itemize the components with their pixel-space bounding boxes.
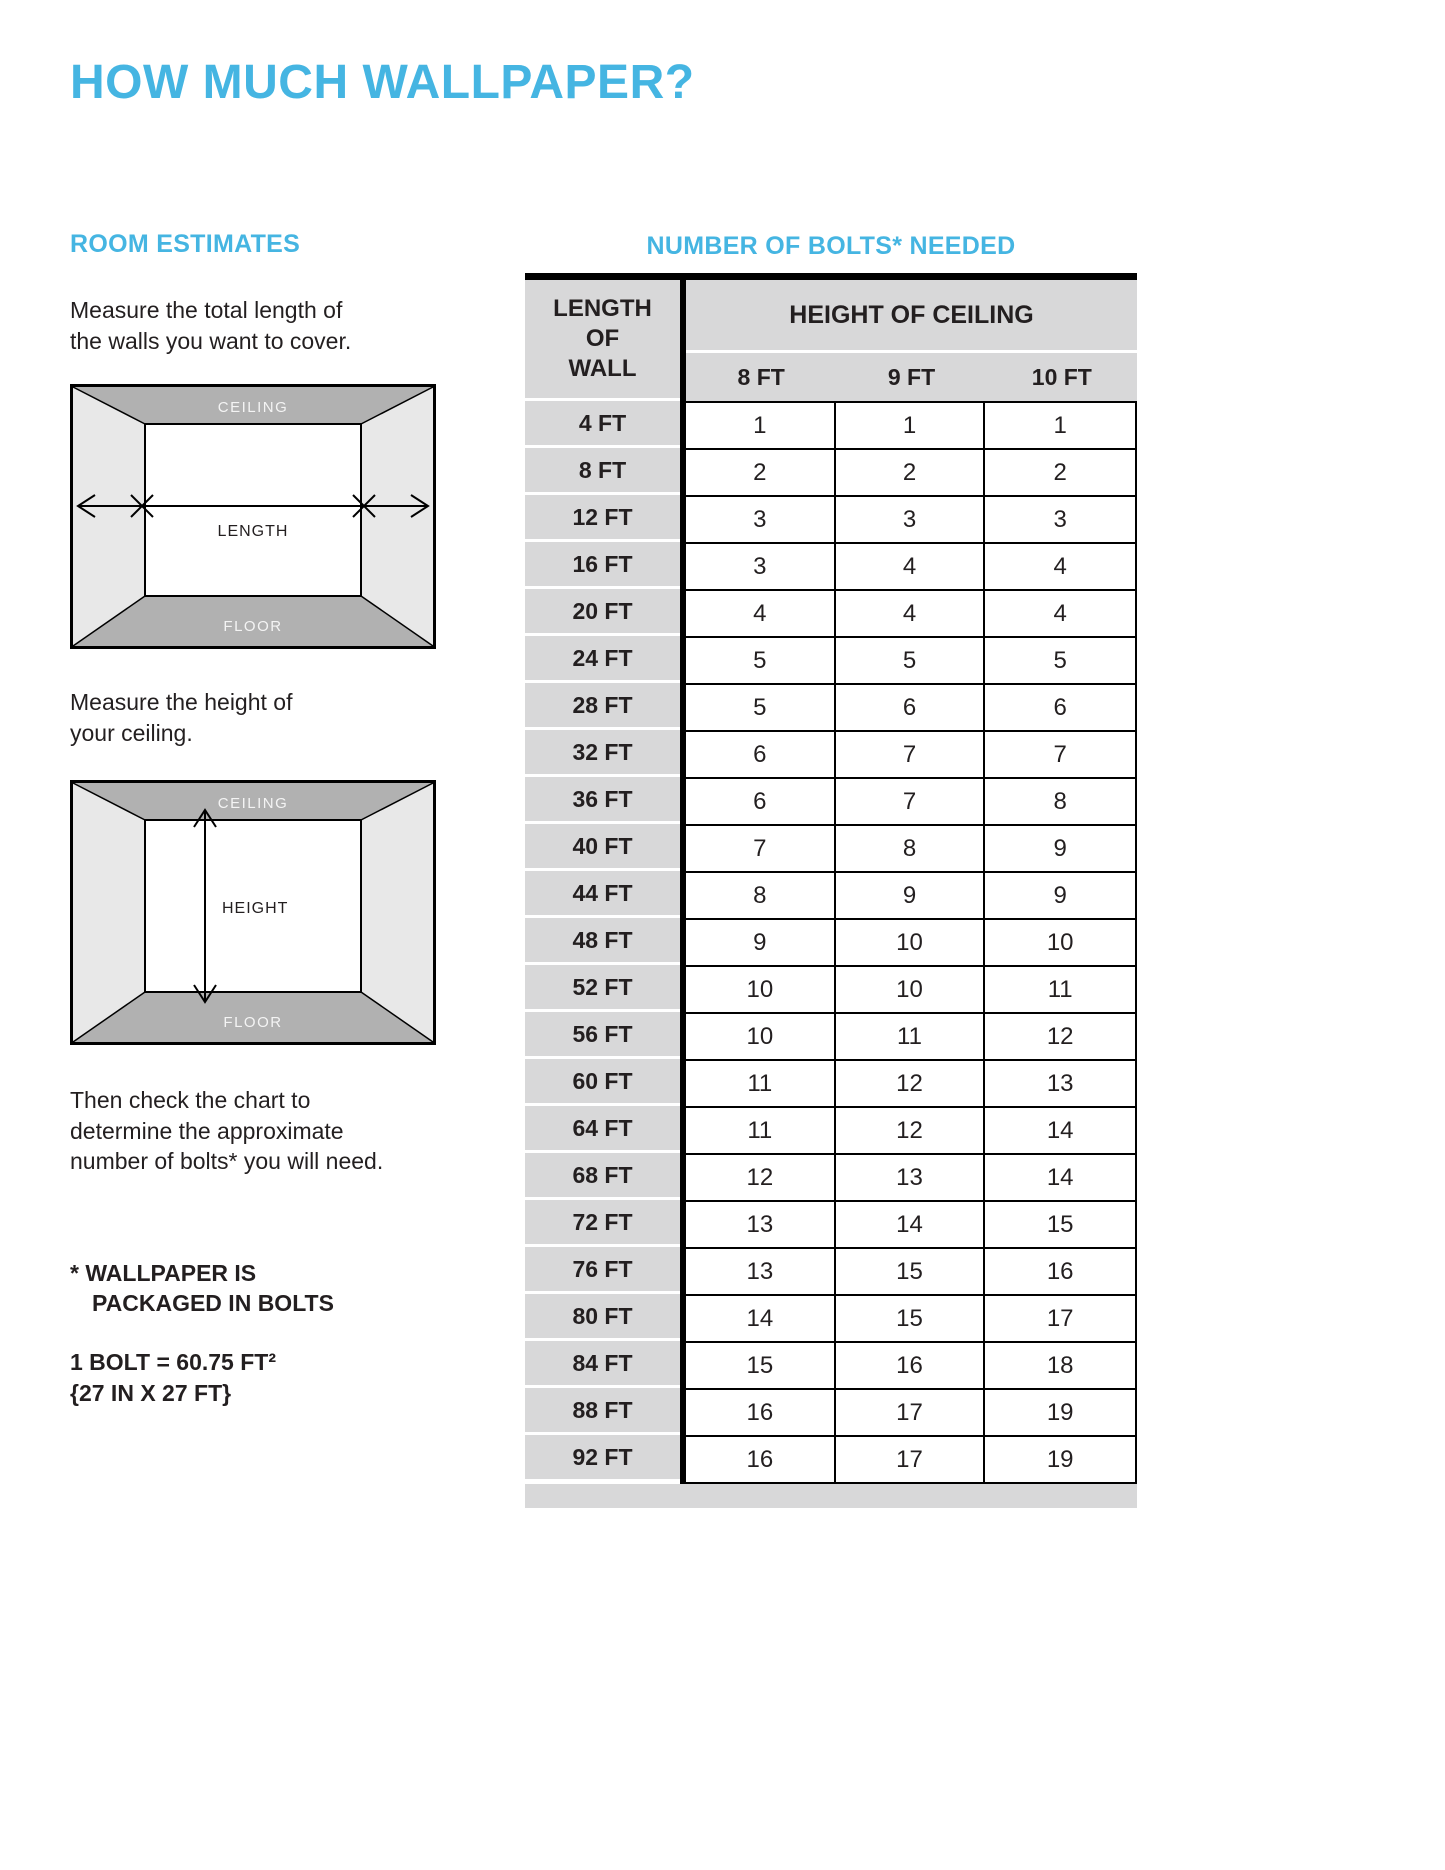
bolt-count-cell: 16 — [985, 1247, 1135, 1294]
ceiling-height-header: 9 FT — [887, 363, 936, 390]
footnote-line1: * WALLPAPER IS — [70, 1260, 257, 1287]
bolt-count-cell: 12 — [836, 1106, 986, 1153]
table-data-area — [686, 280, 1137, 1484]
bolts-needed-section — [525, 232, 1137, 1508]
bolt-count-cell: 13 — [836, 1153, 986, 1200]
length-column — [525, 280, 680, 1484]
ceiling-height-header: 8 FT — [737, 363, 785, 390]
check-chart-text: Then check the chart to determine the approximate number of bolts* you will need. — [70, 1087, 384, 1175]
wall-length-cell: 28 FT — [525, 683, 680, 730]
bolt-count-cell: 11 — [686, 1059, 836, 1106]
bolt-count-cell: 12 — [985, 1012, 1135, 1059]
bolt-count-cell: 1 — [686, 401, 836, 448]
bolt-count-cell: 7 — [686, 824, 836, 871]
height-of-ceiling-header: HEIGHT OF CEILING — [686, 280, 1137, 353]
length-of-wall-header: LENGTH OF WALL — [525, 280, 680, 401]
bolt-count-cell: 14 — [985, 1106, 1135, 1153]
wall-length-cell: 40 FT — [525, 824, 680, 871]
bolt-count-cell: 15 — [836, 1247, 986, 1294]
bolt-count-cell: 8 — [686, 871, 836, 918]
wall-length-cell: 60 FT — [525, 1059, 680, 1106]
bolt-size-info — [70, 1347, 436, 1409]
measure-length-text: Measure the total length of the walls you want to cover. — [70, 297, 352, 354]
bolt-count-cell: 9 — [985, 824, 1135, 871]
bolt-count-cell: 15 — [985, 1200, 1135, 1247]
bolt-count-cell: 7 — [836, 730, 986, 777]
wall-length-cell: 48 FT — [525, 918, 680, 965]
bolt-count-cell: 13 — [985, 1059, 1135, 1106]
bolt-count-cell: 18 — [985, 1341, 1135, 1388]
bolt-count-cell: 12 — [686, 1153, 836, 1200]
bolt-count-cell: 13 — [686, 1247, 836, 1294]
bolt-count-cell: 13 — [686, 1200, 836, 1247]
bolt-count-cell: 4 — [985, 542, 1135, 589]
bolt-count-cell: 14 — [686, 1294, 836, 1341]
bolt-count-cell: 14 — [836, 1200, 986, 1247]
wall-length-cell: 80 FT — [525, 1294, 680, 1341]
bolts-needed-heading: NUMBER OF BOLTS* NEEDED — [646, 232, 1016, 260]
ceiling-height-header: 10 FT — [1031, 363, 1092, 390]
bolt-count-cell: 6 — [985, 683, 1135, 730]
measure-height-text: Measure the height of your ceiling. — [70, 689, 293, 746]
wall-length-cell: 20 FT — [525, 589, 680, 636]
bolt-count-cell: 10 — [686, 965, 836, 1012]
wall-length-cell: 68 FT — [525, 1153, 680, 1200]
bolt-count-cell: 8 — [985, 777, 1135, 824]
page-title: HOW MUCH WALLPAPER? — [70, 56, 695, 109]
bolt-count-cell: 2 — [686, 448, 836, 495]
height-dimension-label: HEIGHT — [222, 900, 289, 918]
bolt-count-cell: 6 — [686, 730, 836, 777]
wall-length-cell: 76 FT — [525, 1247, 680, 1294]
bolt-count-cell: 5 — [686, 636, 836, 683]
bolt-size-line1: 1 BOLT = 60.75 FT² — [70, 1348, 276, 1375]
bolt-count-cell: 10 — [686, 1012, 836, 1059]
footnote-line2: PACKAGED IN BOLTS — [92, 1289, 334, 1316]
bolt-count-cell: 3 — [686, 495, 836, 542]
bolt-count-cell: 4 — [836, 589, 986, 636]
bolt-count-cell: 4 — [985, 589, 1135, 636]
table-data-grid — [686, 401, 1137, 1484]
bolt-count-cell: 16 — [836, 1341, 986, 1388]
wall-length-cell: 4 FT — [525, 401, 680, 448]
bolt-count-cell: 17 — [836, 1388, 986, 1435]
bolt-count-cell: 10 — [836, 965, 986, 1012]
bolt-count-cell: 17 — [985, 1294, 1135, 1341]
wall-length-cell: 88 FT — [525, 1388, 680, 1435]
bolt-count-cell: 19 — [985, 1435, 1135, 1482]
bolt-count-cell: 9 — [985, 871, 1135, 918]
bolt-count-cell: 11 — [686, 1106, 836, 1153]
bolt-count-cell: 16 — [686, 1435, 836, 1482]
bolt-count-cell: 9 — [836, 871, 986, 918]
room-height-diagram — [70, 780, 436, 1045]
bolts-table — [525, 273, 1137, 1508]
bolt-count-cell: 1 — [836, 401, 986, 448]
bolt-count-cell: 3 — [985, 495, 1135, 542]
wallpaper-footnote — [70, 1259, 436, 1319]
ceiling-label: CEILING — [217, 399, 289, 417]
bolt-count-cell: 15 — [836, 1294, 986, 1341]
wall-length-cell: 12 FT — [525, 495, 680, 542]
room-length-diagram — [70, 384, 436, 649]
bolt-count-cell: 3 — [686, 542, 836, 589]
back-wall — [145, 424, 361, 596]
bolt-count-cell: 7 — [985, 730, 1135, 777]
wall-length-cell: 92 FT — [525, 1435, 680, 1482]
bolt-count-cell: 2 — [836, 448, 986, 495]
ceiling-subheaders — [686, 353, 1137, 401]
bolt-count-cell: 2 — [985, 448, 1135, 495]
wall-length-cell: 16 FT — [525, 542, 680, 589]
wall-length-cell: 72 FT — [525, 1200, 680, 1247]
bolt-count-cell: 1 — [985, 401, 1135, 448]
bolt-count-cell: 16 — [686, 1388, 836, 1435]
wall-length-cell: 56 FT — [525, 1012, 680, 1059]
table-footer-bar — [525, 1484, 1137, 1508]
room-estimates-section — [70, 230, 436, 1409]
bolt-count-cell: 11 — [836, 1012, 986, 1059]
bolt-count-cell: 10 — [836, 918, 986, 965]
wall-length-cell: 52 FT — [525, 965, 680, 1012]
bolt-count-cell: 14 — [985, 1153, 1135, 1200]
bolt-count-cell: 10 — [985, 918, 1135, 965]
floor-label: FLOOR — [223, 1014, 283, 1032]
wall-length-cell: 24 FT — [525, 636, 680, 683]
bolt-count-cell: 8 — [836, 824, 986, 871]
bolt-count-cell: 19 — [985, 1388, 1135, 1435]
bolt-count-cell: 12 — [836, 1059, 986, 1106]
bolt-count-cell: 11 — [985, 965, 1135, 1012]
bolt-count-cell: 4 — [686, 589, 836, 636]
bolt-count-cell: 5 — [985, 636, 1135, 683]
bolt-count-cell: 5 — [836, 636, 986, 683]
floor-label: FLOOR — [223, 618, 283, 636]
bolt-count-cell: 5 — [686, 683, 836, 730]
wall-length-cell: 8 FT — [525, 448, 680, 495]
bolt-count-cell: 6 — [836, 683, 986, 730]
bolt-count-cell: 9 — [686, 918, 836, 965]
room-estimates-heading: ROOM ESTIMATES — [70, 230, 301, 258]
bolt-count-cell: 3 — [836, 495, 986, 542]
bolt-size-line2: {27 IN X 27 FT} — [70, 1379, 232, 1406]
length-dimension-label: LENGTH — [217, 523, 289, 541]
bolt-count-cell: 7 — [836, 777, 986, 824]
wall-length-cell: 64 FT — [525, 1106, 680, 1153]
bolt-count-cell: 15 — [686, 1341, 836, 1388]
bolt-count-cell: 6 — [686, 777, 836, 824]
wall-length-cell: 36 FT — [525, 777, 680, 824]
bolt-count-cell: 4 — [836, 542, 986, 589]
wall-length-cell: 84 FT — [525, 1341, 680, 1388]
ceiling-label: CEILING — [217, 795, 289, 813]
bolt-count-cell: 17 — [836, 1435, 986, 1482]
wall-length-cell: 32 FT — [525, 730, 680, 777]
wall-length-cell: 44 FT — [525, 871, 680, 918]
